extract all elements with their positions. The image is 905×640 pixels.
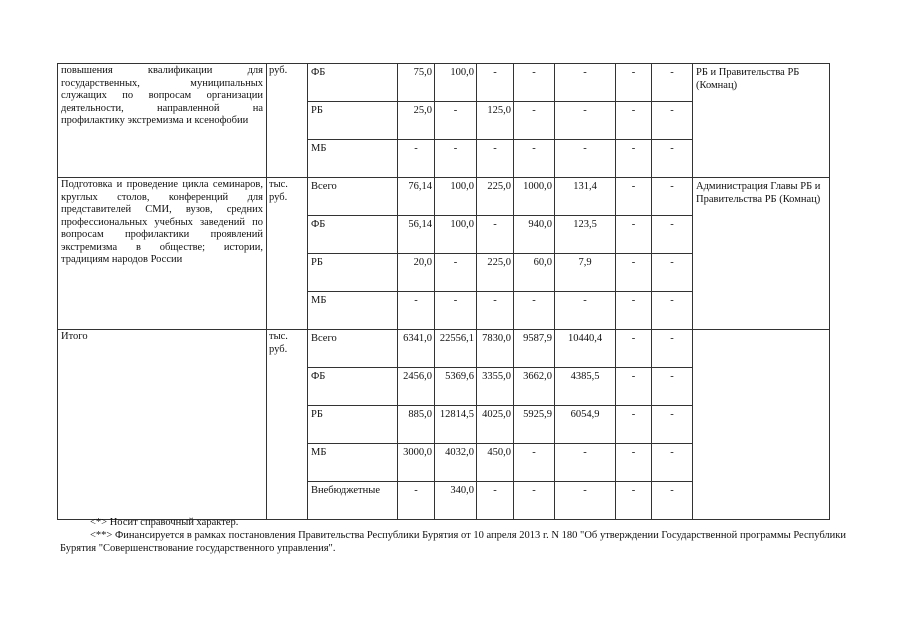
value-cell: -	[652, 406, 693, 444]
value-cell: -	[616, 406, 652, 444]
value-cell: 100,0	[435, 216, 477, 254]
value-cell: -	[652, 102, 693, 140]
value-cell: -	[514, 292, 555, 330]
unit-cell: тыс. руб.	[267, 178, 308, 330]
value-cell: -	[652, 140, 693, 178]
value-cell: -	[555, 102, 616, 140]
value-cell: -	[616, 292, 652, 330]
budget-table	[57, 63, 830, 520]
value-cell: -	[616, 102, 652, 140]
value-cell: -	[514, 482, 555, 520]
value-cell: 4385,5	[555, 368, 616, 406]
value-cell: -	[514, 140, 555, 178]
value-cell: 1000,0	[514, 178, 555, 216]
value-cell: 75,0	[398, 64, 435, 102]
value-cell: -	[652, 292, 693, 330]
value-cell: 12814,5	[435, 406, 477, 444]
value-cell: -	[652, 482, 693, 520]
funding-source: Всего	[308, 330, 398, 368]
footnotes	[60, 516, 846, 555]
value-cell: 20,0	[398, 254, 435, 292]
responsible-executor: Администрация Главы РБ и Правительства РБ (Комнац)	[693, 178, 830, 330]
funding-source: РБ	[308, 102, 398, 140]
value-cell: 2456,0	[398, 368, 435, 406]
funding-source: ФБ	[308, 216, 398, 254]
responsible-executor: РБ и Правительства РБ (Комнац)	[693, 64, 830, 178]
table-row	[58, 64, 830, 102]
value-cell: -	[652, 254, 693, 292]
measure-description	[58, 64, 267, 178]
value-cell: 225,0	[477, 178, 514, 216]
value-cell: -	[435, 102, 477, 140]
value-cell: -	[616, 140, 652, 178]
measure-description-text: Итого	[61, 331, 88, 342]
measure-description-text: Подготовка и проведение цикла семинаров, круглых столов, конференций для представителей СМИ, вузов, средних профессиональных учебных заведений по вопросам профилактики проявлений экстремизма в обществе; истории, традициям народов России	[61, 179, 263, 265]
value-cell: 6054,9	[555, 406, 616, 444]
value-cell: -	[616, 368, 652, 406]
value-cell: -	[616, 254, 652, 292]
value-cell: -	[398, 482, 435, 520]
value-cell: 3355,0	[477, 368, 514, 406]
value-cell: 100,0	[435, 64, 477, 102]
measure-description	[58, 178, 267, 330]
value-cell: 4025,0	[477, 406, 514, 444]
value-cell: -	[435, 140, 477, 178]
value-cell: -	[555, 292, 616, 330]
value-cell: -	[477, 292, 514, 330]
funding-source: ФБ	[308, 368, 398, 406]
funding-source: ФБ	[308, 64, 398, 102]
value-cell: -	[652, 444, 693, 482]
funding-source: МБ	[308, 292, 398, 330]
responsible-executor	[693, 330, 830, 520]
value-cell: -	[616, 64, 652, 102]
value-cell: 60,0	[514, 254, 555, 292]
value-cell: 940,0	[514, 216, 555, 254]
table-row	[58, 330, 830, 368]
value-cell: 25,0	[398, 102, 435, 140]
value-cell: 5369,6	[435, 368, 477, 406]
value-cell: 7,9	[555, 254, 616, 292]
value-cell: 9587,9	[514, 330, 555, 368]
unit-cell: руб.	[267, 64, 308, 178]
value-cell: -	[555, 64, 616, 102]
value-cell: -	[652, 368, 693, 406]
measure-description	[58, 330, 267, 520]
measure-description-text: повышения квалификации для государственных, муниципальных служащих по вопросам организации деятельности, направленной на профилактику экстремизма и ксенофобии	[61, 65, 263, 126]
footnote-2: <**> Финансируется в рамках постановления Правительства Республики Бурятия от 10 апреля 2013 г. N 180 "Об утверждении Государственной программы Республики Бурятия "Совершенствование государственного управления".	[60, 530, 846, 554]
value-cell: 4032,0	[435, 444, 477, 482]
value-cell: -	[477, 140, 514, 178]
value-cell: 131,4	[555, 178, 616, 216]
value-cell: 100,0	[435, 178, 477, 216]
value-cell: 22556,1	[435, 330, 477, 368]
value-cell: -	[652, 178, 693, 216]
value-cell: -	[514, 102, 555, 140]
value-cell: 125,0	[477, 102, 514, 140]
funding-source: РБ	[308, 406, 398, 444]
value-cell: -	[435, 292, 477, 330]
value-cell: -	[398, 292, 435, 330]
value-cell: -	[652, 64, 693, 102]
value-cell: -	[435, 254, 477, 292]
value-cell: 76,14	[398, 178, 435, 216]
value-cell: 7830,0	[477, 330, 514, 368]
value-cell: 10440,4	[555, 330, 616, 368]
value-cell: -	[477, 216, 514, 254]
value-cell: 5925,9	[514, 406, 555, 444]
footnote-1: <*> Носит справочный характер.	[90, 517, 239, 528]
table-row	[58, 178, 830, 216]
value-cell: 225,0	[477, 254, 514, 292]
value-cell: -	[616, 444, 652, 482]
funding-source: РБ	[308, 254, 398, 292]
funding-source: Всего	[308, 178, 398, 216]
value-cell: -	[555, 444, 616, 482]
value-cell: 6341,0	[398, 330, 435, 368]
value-cell: 340,0	[435, 482, 477, 520]
value-cell: 450,0	[477, 444, 514, 482]
value-cell: -	[616, 216, 652, 254]
value-cell: -	[398, 140, 435, 178]
value-cell: -	[514, 64, 555, 102]
value-cell: 885,0	[398, 406, 435, 444]
funding-source: МБ	[308, 140, 398, 178]
value-cell: 56,14	[398, 216, 435, 254]
value-cell: -	[477, 482, 514, 520]
funding-source: Внебюджетные	[308, 482, 398, 520]
value-cell: -	[652, 330, 693, 368]
value-cell: -	[616, 330, 652, 368]
value-cell: -	[616, 178, 652, 216]
value-cell: -	[555, 482, 616, 520]
value-cell: -	[616, 482, 652, 520]
value-cell: -	[514, 444, 555, 482]
value-cell: 3662,0	[514, 368, 555, 406]
value-cell: -	[555, 140, 616, 178]
unit-cell: тыс. руб.	[267, 330, 308, 520]
value-cell: -	[652, 216, 693, 254]
value-cell: 3000,0	[398, 444, 435, 482]
value-cell: -	[477, 64, 514, 102]
value-cell: 123,5	[555, 216, 616, 254]
funding-source: МБ	[308, 444, 398, 482]
